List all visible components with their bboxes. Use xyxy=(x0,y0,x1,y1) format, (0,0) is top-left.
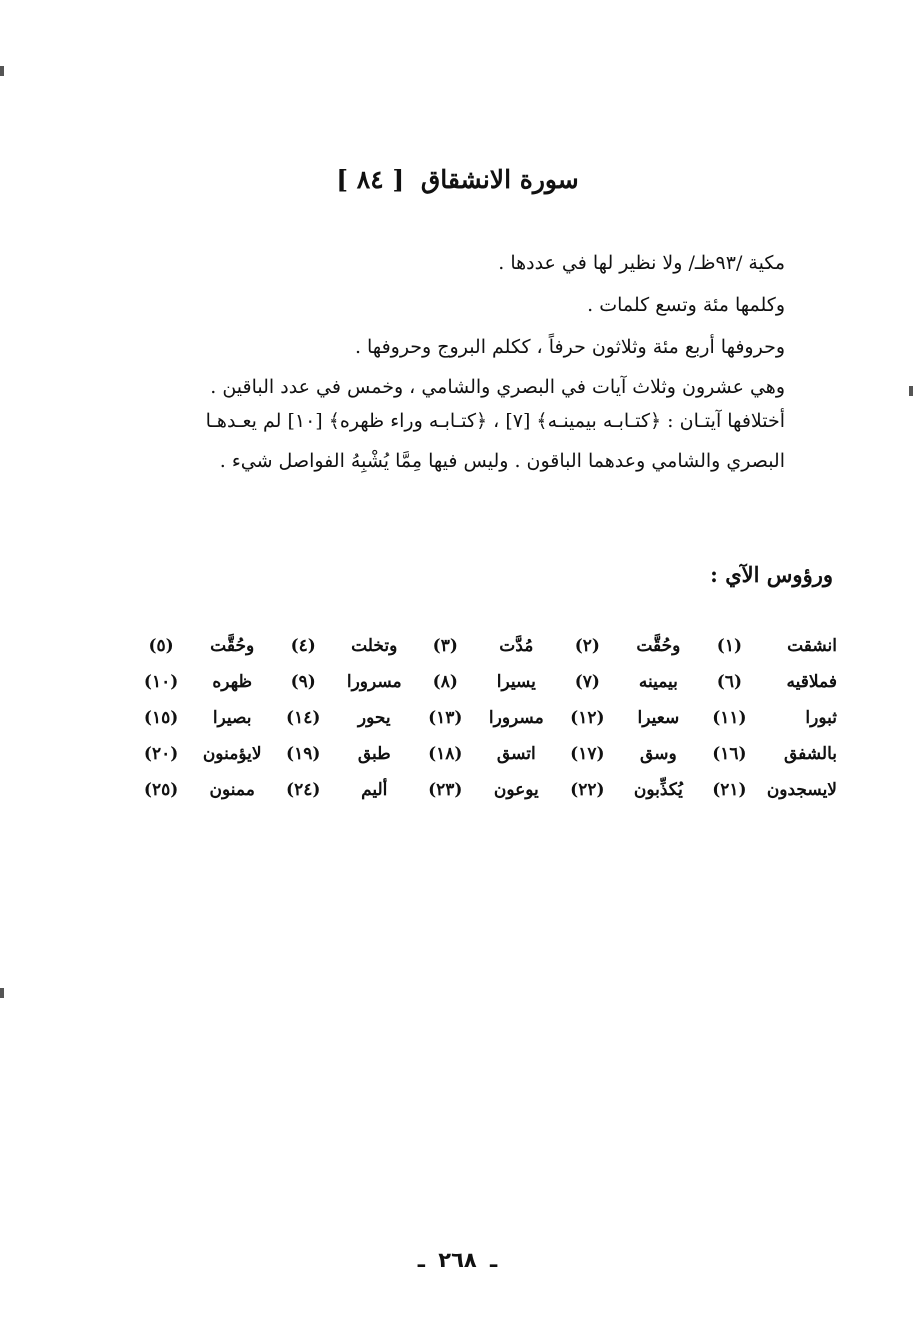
verse-head-word: وتخلت xyxy=(351,636,398,656)
verse-number: (٥) xyxy=(148,636,174,656)
verse-number: (١٦) xyxy=(712,744,747,764)
verse-number: (٣) xyxy=(432,636,458,656)
verse-head-word: وسق xyxy=(640,744,677,764)
verse-head-word: بيمينه xyxy=(638,672,678,692)
verse-head-word: يوعون xyxy=(493,780,539,800)
margin-mark xyxy=(909,386,913,396)
verse-number: (٢٣) xyxy=(428,780,463,800)
verse-heads-heading: ورؤوس الآي : xyxy=(710,562,833,587)
verse-number: (١١) xyxy=(712,708,747,728)
verse-heads-row xyxy=(137,700,837,736)
verse-head-word: مسرورا xyxy=(346,672,402,692)
verse-number: (٦) xyxy=(716,672,743,692)
page-footer xyxy=(0,1248,915,1272)
verse-heads-row xyxy=(137,736,837,772)
surah-title-line xyxy=(0,165,915,194)
verse-head-word: ممنون xyxy=(209,780,255,800)
verse-head-word: ظهره xyxy=(212,672,252,692)
intro-line-5: أختلافها آيتـان : ﴿كتـابـه بيمينـه﴾ [٧] ، ﴿كتـابـه وراء ظهره﴾ [١٠] لم يعـدهـا xyxy=(205,410,785,432)
verse-heads-row xyxy=(137,772,837,808)
verse-head-word: لايؤمنون xyxy=(202,744,262,764)
margin-mark xyxy=(0,988,4,998)
verse-number: (١٣) xyxy=(428,708,463,728)
intro-line-1: مكية /٩٣ظـ/ ولا نظير لها في عددها . xyxy=(498,252,785,274)
verse-head-word: وحُقَّت xyxy=(636,636,681,656)
intro-line-3: وحروفها أربع مئة وثلاثون حرفاً ، ككلم البروج وحروفها . xyxy=(354,336,785,358)
verse-heads-row xyxy=(137,664,837,700)
verse-head-word: يسيرا xyxy=(496,672,536,692)
page-number: ٢٦٨ xyxy=(438,1248,477,1272)
verse-number: (٢٥) xyxy=(143,780,179,800)
margin-mark xyxy=(0,66,4,76)
verse-head-word: انشقت xyxy=(787,636,837,656)
verse-number: (١٧) xyxy=(570,744,605,764)
intro-line-2: وكلمها مئة وتسع كلمات . xyxy=(587,294,785,316)
verse-head-word: ثبورا xyxy=(805,708,837,728)
verse-head-word: بصيرا xyxy=(212,708,252,728)
verse-head-word: يُكذِّبون xyxy=(633,780,683,800)
surah-number: [ ٨٤ ] xyxy=(336,165,405,194)
verse-number: (٨) xyxy=(432,672,458,692)
verse-number: (٢٤) xyxy=(286,780,321,800)
verse-number: (١٨) xyxy=(428,744,463,764)
verse-head-word: يحور xyxy=(357,708,391,728)
verse-head-word: طبق xyxy=(357,744,391,764)
verse-number: (٢٢) xyxy=(570,780,605,800)
verse-number: (٢) xyxy=(574,636,600,656)
intro-line-4: وهي عشرون وثلاث آيات في البصري والشامي ، وخمس في عدد الباقين . xyxy=(210,376,785,398)
intro-line-6: البصري والشامي وعدهما الباقون . وليس فيها مِمَّا يُشْبِهُ الفواصل شيء . xyxy=(219,450,785,472)
verse-number: (٢٠) xyxy=(143,744,179,764)
verse-number: (٧) xyxy=(574,672,600,692)
verse-number: (١) xyxy=(716,636,743,656)
verse-number: (٩) xyxy=(290,672,316,692)
footer-dash-left: ـ xyxy=(490,1248,498,1272)
verse-heads-table xyxy=(137,628,837,808)
surah-title: سورة الانشقاق xyxy=(420,165,579,194)
verse-number: (١٩) xyxy=(286,744,321,764)
verse-head-word: فملاقيه xyxy=(786,672,837,692)
verse-head-word: سعيرا xyxy=(637,708,680,728)
verse-number: (٤) xyxy=(290,636,316,656)
verse-head-word: وحُقَّت xyxy=(210,636,255,656)
verse-head-word: مسرورا xyxy=(488,708,544,728)
verse-number: (١٥) xyxy=(143,708,179,728)
verse-head-word: لايسجدون xyxy=(766,780,837,800)
verse-number: (١٤) xyxy=(286,708,321,728)
verse-head-word: بالشفق xyxy=(783,744,837,764)
verse-number: (٢١) xyxy=(712,780,747,800)
verse-head-word: اتسق xyxy=(496,744,536,764)
verse-head-word: أليم xyxy=(361,780,388,800)
verse-number: (١٢) xyxy=(570,708,605,728)
verse-heads-row xyxy=(137,628,837,664)
verse-head-word: مُدَّت xyxy=(499,636,534,656)
verse-number: (١٠) xyxy=(143,672,179,692)
footer-dash-right: ـ xyxy=(417,1248,425,1272)
